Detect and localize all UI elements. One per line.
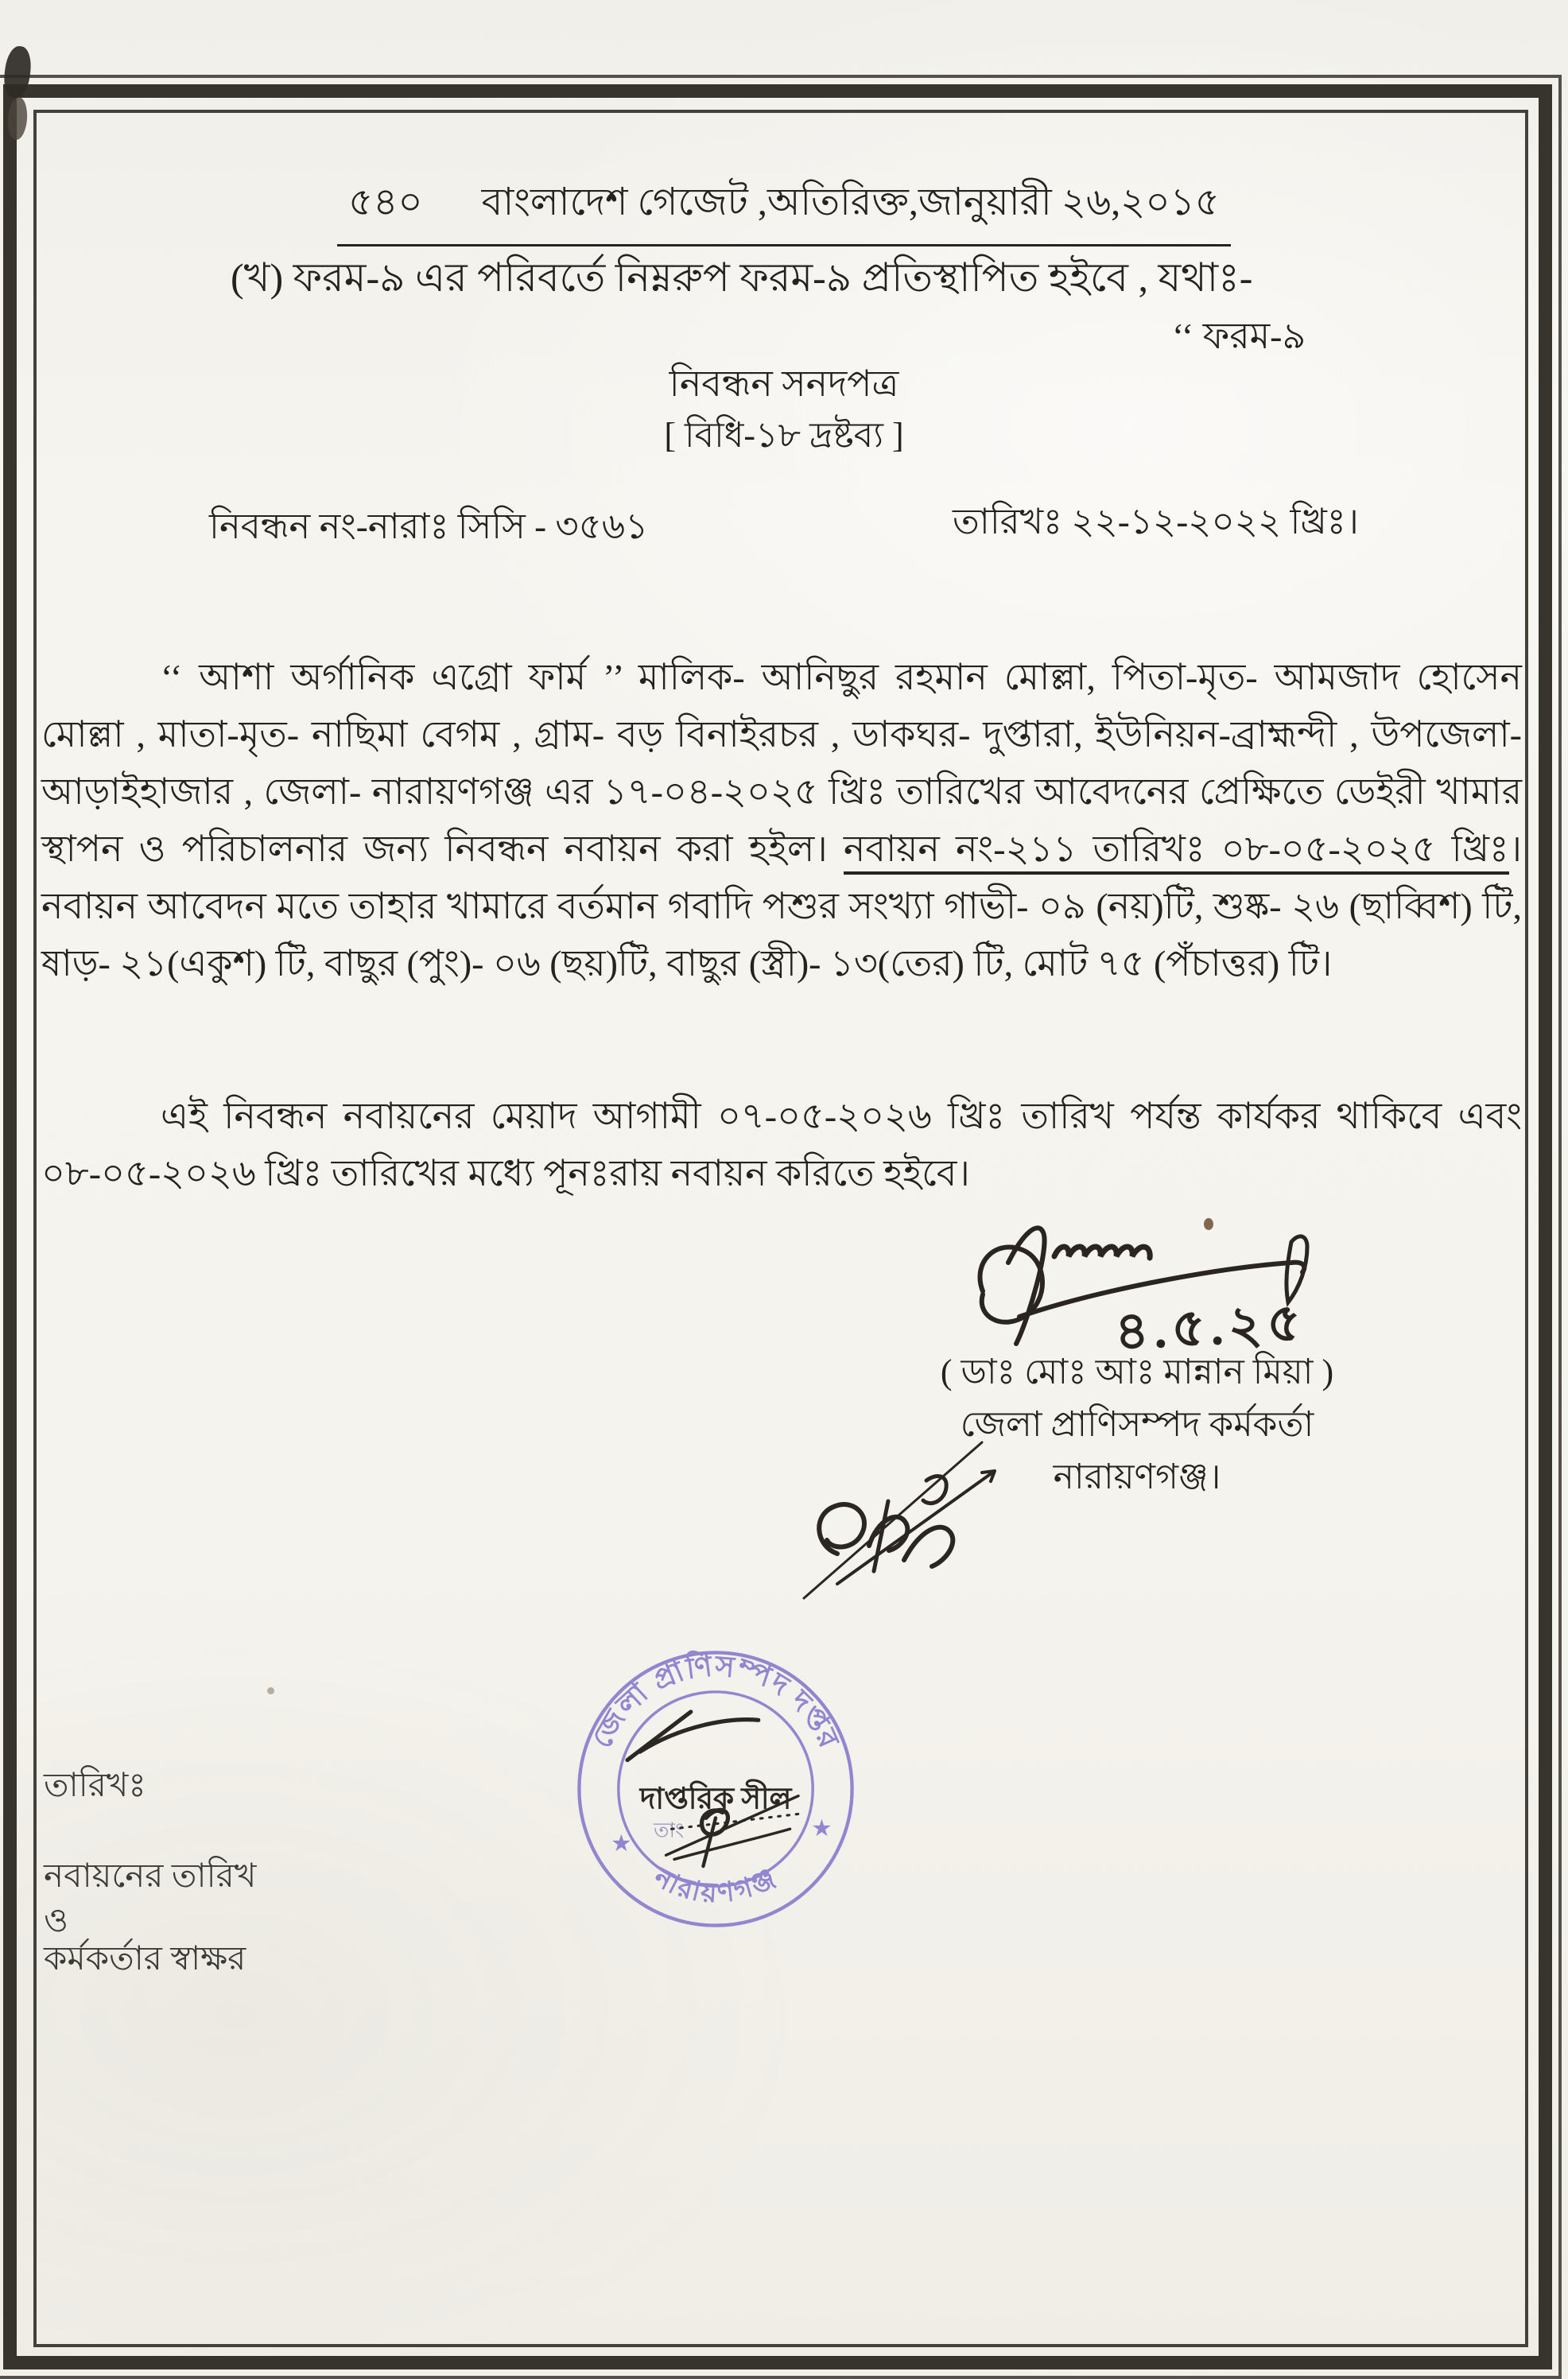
amendment-line: (খ) ফরম-৯ এর পরিবর্তে নিম্নরুপ ফরম-৯ প্রতিস্থাপিত হইবে , যথাঃ- [231, 255, 1253, 300]
renewal-number-underlined: নবায়ন নং-২১১ তারিখঃ ০৮-০৫-২০২৫ খ্রিঃ [844, 829, 1509, 875]
footer-officer-signature-label: কর্মকর্তার স্বাক্ষর [44, 1941, 246, 1977]
body-paragraph [41, 649, 1522, 992]
handwritten-date: ৪.৫.২৫ [1113, 1293, 1307, 1362]
officer-name: ( ডাঃ মোঃ আঃ মান্নান মিয়া ) [940, 1352, 1334, 1391]
rule-reference: [ বিধি-১৮ দ্রষ্টব্য ] [664, 416, 904, 455]
registration-date: তারিখঃ ২২-১২-২০২২ খ্রিঃ। [953, 502, 1359, 541]
seal-date-prefix: তাং [654, 1818, 685, 1842]
footer-renewal-date-label: নবায়নের তারিখ [44, 1858, 257, 1895]
seal-right-star-icon: ★ [811, 1815, 833, 1841]
seal-inner-label: দাপ্তরিক সীল [639, 1783, 792, 1816]
gazette-page-number: ৫৪০ [348, 181, 423, 223]
seal-bottom-arc-text: নারায়ণগঞ্জ [649, 1861, 782, 1909]
registration-number: নিবন্ধন নং-নারাঃ সিসি - ৩৫৬১ [209, 506, 649, 546]
official-round-seal [571, 1644, 860, 1934]
gazette-header [0, 173, 1568, 246]
seal-top-arc-text: জেলা প্রাণিসম্পদ দপ্তর [585, 1650, 846, 1754]
body-paragraph-part1: ‘‘ আশা অর্গানিক এগ্রো ফার্ম ’’ মালিক- আনিছুর রহমান মোল্লা, পিতা-মৃত- আমজাদ হোসেন মোল্লা , মাতা-মৃত- নাছিমা বেগম , গ্রাম- বড় বিনাইরচর , ডাকঘর- দুপ্তারা, ইউনিয়ন-ব্রাহ্মন্দী , উপজেলা- আড়াইহাজার , জেলা- নারায়ণগঞ্জ এর ১৭-০৪-২০২৫ খ্রিঃ তারিখের আবেদনের প্রেক্ষিতে ডেইরী খামার স্থাপন ও পরিচালনার জন্য নিবন্ধন নবায়ন করা হইল। [41, 657, 1522, 869]
gazette-title: বাংলাদেশ গেজেট ,অতিরিক্ত,জানুয়ারী ২৬,২০১৫ [481, 181, 1220, 223]
footer-date-label: তারিখঃ [44, 1768, 146, 1804]
seal-left-star-icon: ★ [611, 1831, 632, 1857]
diagonal-pen-scribble [791, 1425, 1014, 1612]
scan-speck [267, 1687, 274, 1694]
officer-station: নারায়ণগঞ্জ। [1053, 1457, 1221, 1496]
body-paragraph-part2: । নবায়ন আবেদন মতে তাহার খামারে বর্তমান গবাদি পশুর সংখ্যা গাভী- ০৯ (নয়)টি, শুষ্ক- ২৬ (ছাব্বিশ) টি, ষাড়- ২১(একুশ) টি, বাছুর (পুং)- ০৬ (ছয়)টি, বাছুর (স্ত্রী)- ১৩(তের) টি, মোট ৭৫ (পঁচাত্তর) টি। [41, 829, 1522, 984]
validity-paragraph: এই নিবন্ধন নবায়নের মেয়াদ আগামী ০৭-০৫-২০২৬ খ্রিঃ তারিখ পর্যন্ত কার্যকর থাকিবে এবং ০৮-০৫-২০২৬ খ্রিঃ তারিখের মধ্যে পূনঃরায় নবায়ন করিতে হইবে। [41, 1096, 1522, 1193]
certificate-title: নিবন্ধন সনদপত্র [669, 363, 899, 404]
form-label: ‘‘ ফরম-৯ [1172, 316, 1306, 356]
officer-designation: জেলা প্রাণিসম্পদ কর্মকর্তা [960, 1405, 1314, 1444]
footer-and-label: ও [44, 1903, 68, 1939]
